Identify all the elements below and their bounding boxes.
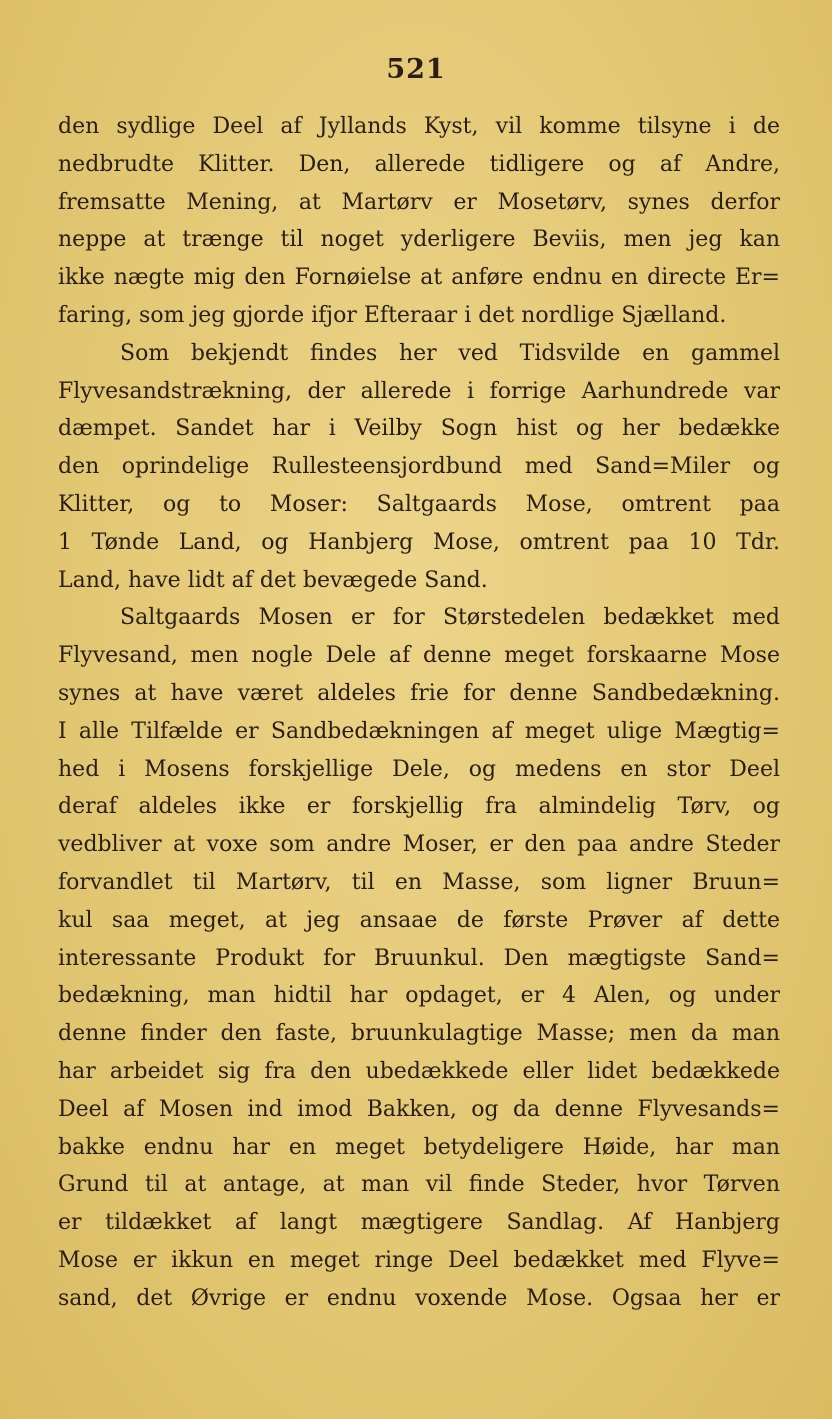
text-line: Land, have lidt af det bevægede Sand. — [58, 567, 488, 593]
page-number: 521 — [386, 54, 446, 85]
text-line: dæmpet. Sandet har i Veilby Sogn hist og her bedække — [58, 416, 780, 442]
text-line: sand, det Øvrige er endnu voxende Mose. Ogsaa her er — [58, 1285, 780, 1311]
text-line: ikke nægte mig den Fornøielse at anføre endnu en directe Er= — [58, 265, 780, 291]
text-line: bedækning, man hidtil har opdaget, er 4 Alen, og under — [58, 983, 780, 1009]
text-line: hed i Mosens forskjellige Dele, og medens en stor Deel — [58, 756, 780, 782]
text-line: 1 Tønde Land, og Hanbjerg Mose, omtrent paa 10 Tdr. — [58, 529, 780, 555]
text-line: har arbeidet sig fra den ubedækkede eller lidet bedækkede — [58, 1058, 780, 1084]
text-line: den sydlige Deel af Jyllands Kyst, vil komme tilsyne i de — [58, 114, 780, 139]
text-line: Mose er ikkun en meget ringe Deel bedækket med Flyve= — [58, 1247, 780, 1273]
text-line: Flyvesand, men nogle Dele af denne meget forskaarne Mose — [58, 643, 780, 669]
paragraph-start-line: Som bekjendt findes her ved Tidsvilde en gammel — [120, 340, 780, 366]
text-line: kul saa meget, at jeg ansaae de første Prøver af dette — [58, 907, 780, 933]
text-line: nedbrudte Klitter. Den, allerede tidligere og af Andre, — [58, 151, 780, 177]
text-line: denne finder den faste, bruunkulagtige Masse; men da man — [58, 1021, 780, 1047]
text-line: Klitter, og to Moser: Saltgaards Mose, omtrent paa — [58, 491, 780, 517]
text-line: deraf aldeles ikke er forskjellig fra almindelig Tørv, og — [58, 794, 780, 820]
text-line: I alle Tilfælde er Sandbedækningen af meget ulige Mægtig= — [58, 718, 780, 744]
paragraph-start-line: Saltgaards Mosen er for Størstedelen bedækket med — [120, 605, 780, 631]
text-line: er tildækket af langt mægtigere Sandlag. Af Hanbjerg — [58, 1210, 780, 1236]
text-line: Grund til at antage, at man vil finde Steder, hvor Tørven — [58, 1172, 780, 1198]
text-line: faring, som jeg gjorde ifjor Efteraar i det nordlige Sjælland. — [58, 302, 727, 328]
text-line: Deel af Mosen ind imod Bakken, og da denne Flyvesands= — [58, 1096, 780, 1122]
text-line: forvandlet til Martørv, til en Masse, som ligner Bruun= — [58, 869, 780, 895]
text-line: Flyvesandstrækning, der allerede i forrige Aarhundrede var — [58, 378, 780, 404]
body-text — [58, 108, 780, 1318]
text-line: neppe at trænge til noget yderligere Beviis, men jeg kan — [58, 227, 780, 253]
text-line: synes at have været aldeles frie for denne Sandbedækning. — [58, 680, 780, 706]
text-line: interessante Produkt for Bruunkul. Den mægtigste Sand= — [58, 945, 780, 971]
text-line: fremsatte Mening, at Martørv er Mosetørv, synes derfor — [58, 189, 780, 215]
text-line: bakke endnu har en meget betydeligere Høide, har man — [58, 1134, 780, 1160]
text-line: den oprindelige Rullesteensjordbund med Sand=Miler og — [58, 454, 780, 480]
text-line: vedbliver at voxe som andre Moser, er den paa andre Steder — [58, 832, 780, 858]
